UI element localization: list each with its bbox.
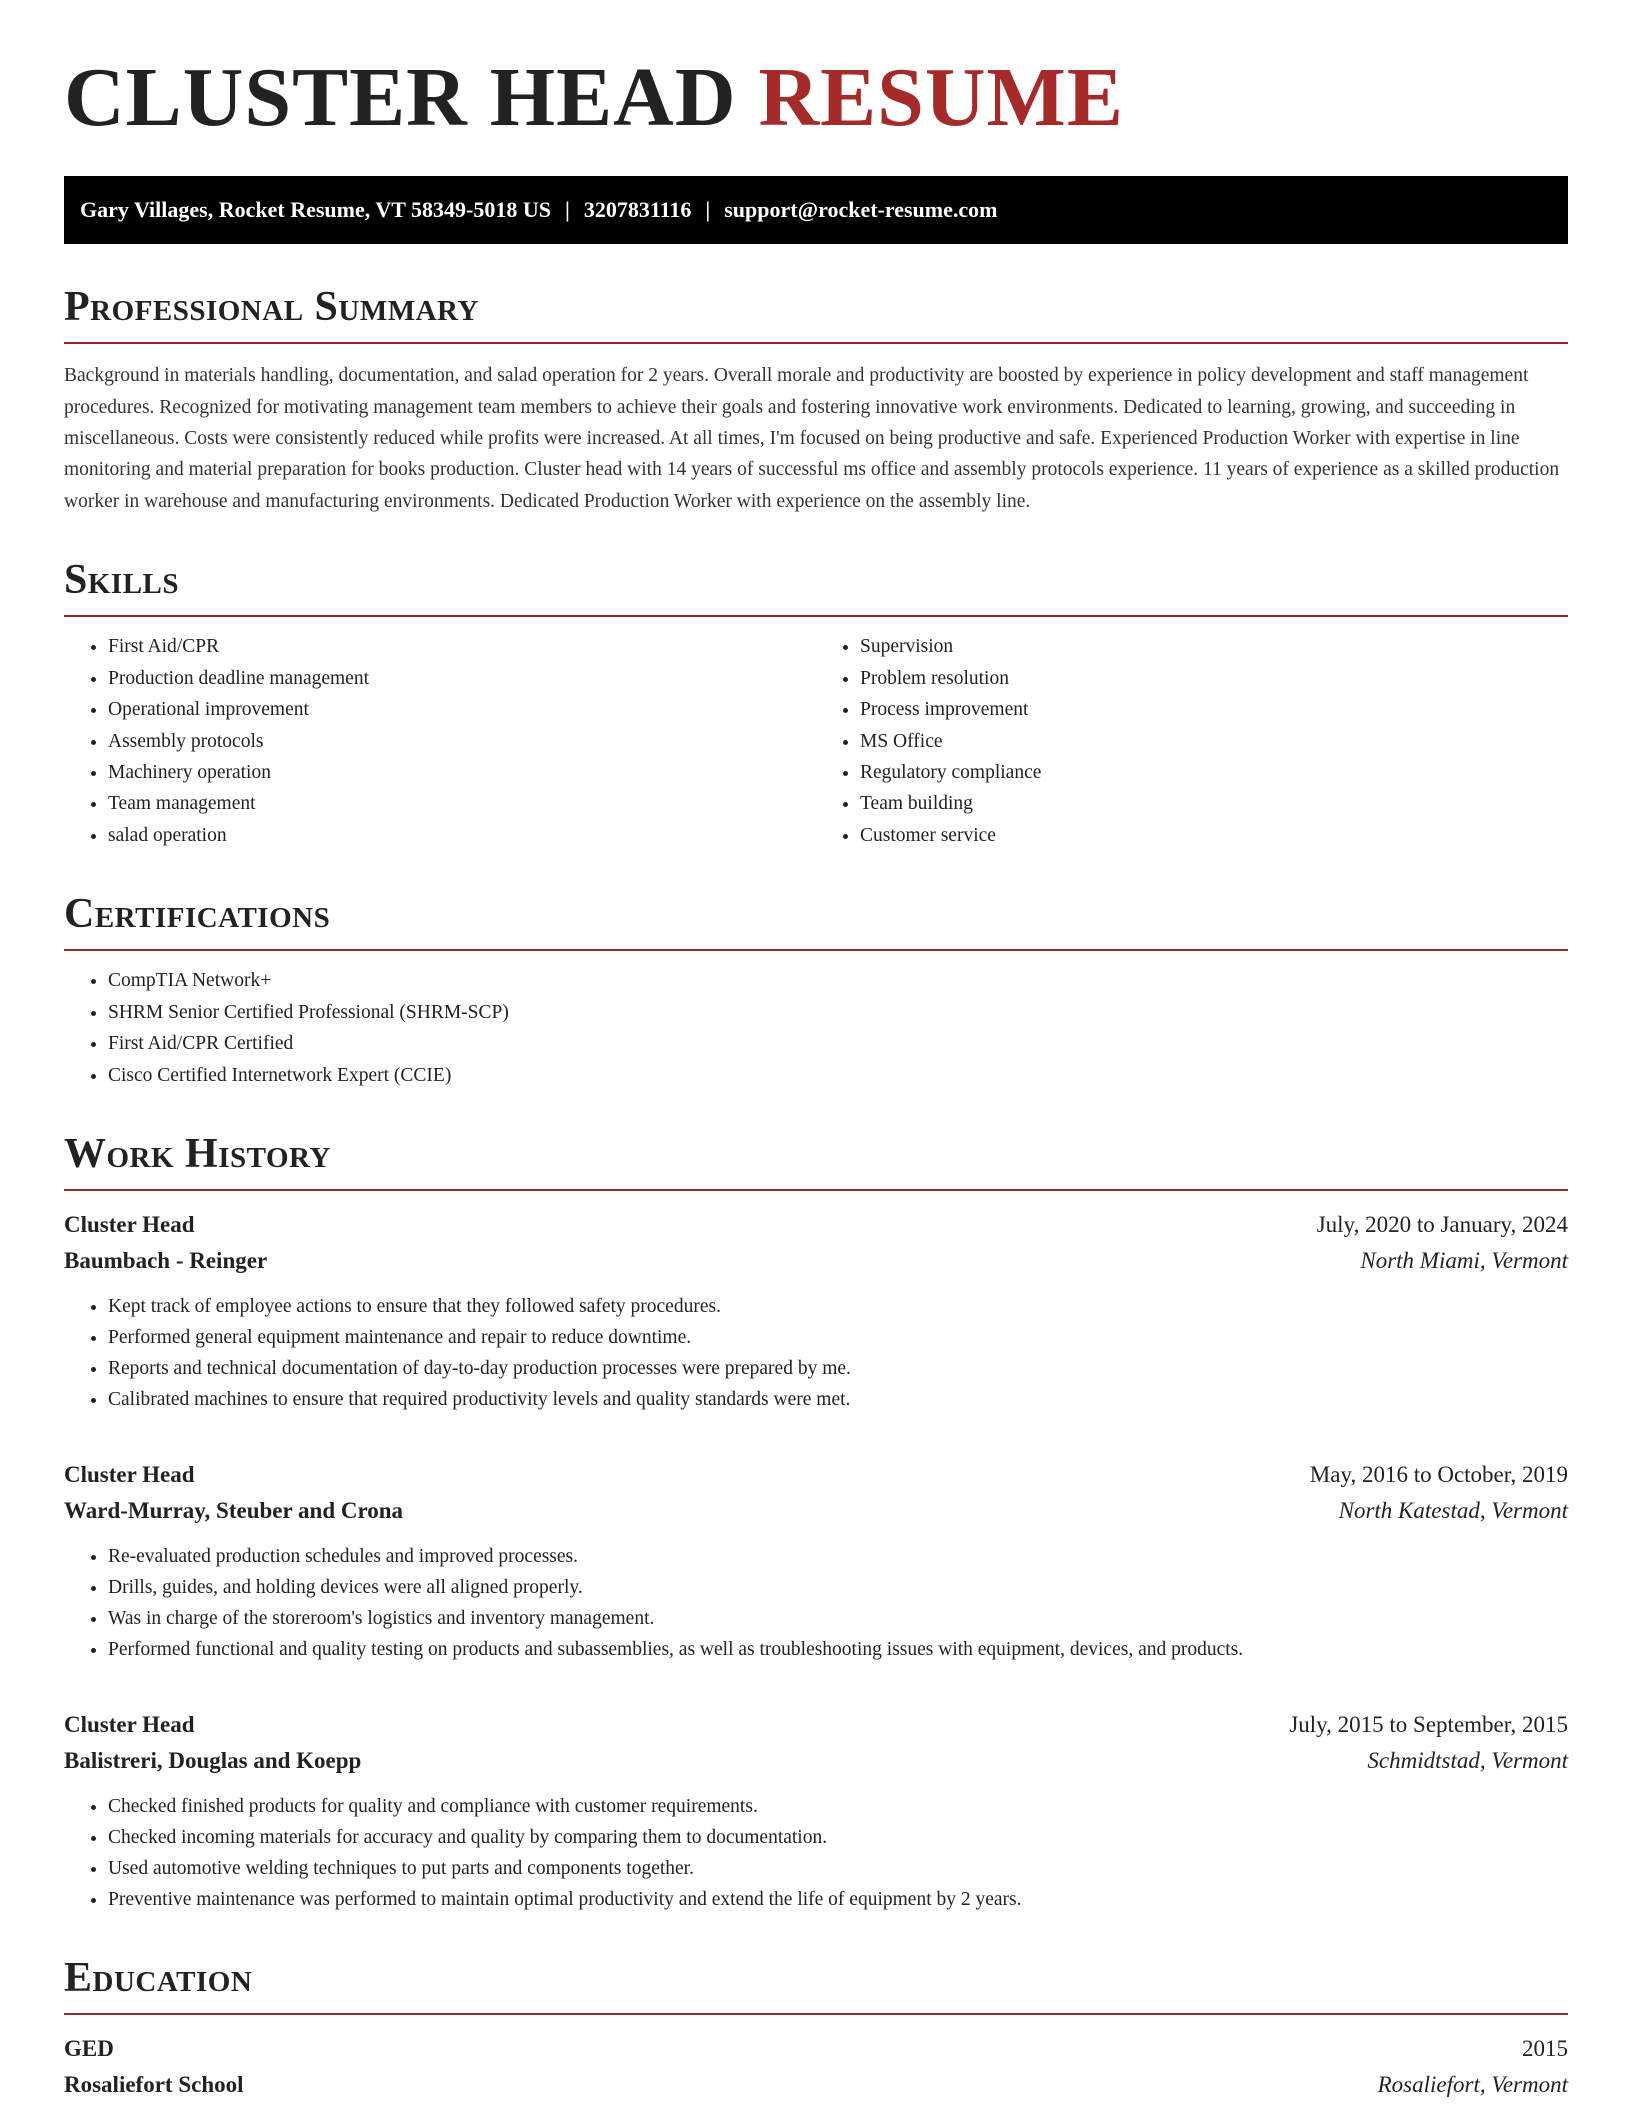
job-entry	[64, 1707, 1568, 1915]
job-bullets	[64, 1541, 1568, 1665]
summary-heading: Professional Summary	[64, 284, 1568, 344]
skill-item: • Assembly protocols	[108, 726, 816, 757]
job-bullet: • Performed functional and quality testing on products and subassemblies, as well as troubleshooting issues with equipment, devices, and products.	[108, 1634, 1568, 1665]
certification-item: • CompTIA Network+	[108, 965, 1568, 996]
job-entry	[64, 1457, 1568, 1665]
job-title: Cluster Head	[64, 1462, 195, 1488]
job-bullet: • Used automotive welding techniques to put parts and components together.	[108, 1853, 1568, 1884]
summary-text: Background in materials handling, documentation, and salad operation for 2 years. Overall morale and productivity are boosted by experience in policy development and staff management procedures. Recognized for motivating management team members to achieve their goals and fostering innovative work environments. Dedicated to learning, growing, and succeeding in miscellaneous. Costs were consistently reduced while profits were increased. At all times, I'm focused on being productive and safe. Experienced Production Worker with expertise in line monitoring and material preparation for books production. Cluster head with 14 years of successful ms office and assembly protocols experience. 11 years of experience as a skilled production worker in warehouse and manufacturing environments. Dedicated Production Worker with experience on the assembly line.	[64, 365, 1560, 512]
education-degree: GED	[64, 2036, 114, 2062]
certifications-list	[64, 965, 1568, 1091]
contact-separator: |	[705, 197, 711, 222]
skills-heading: Skills	[64, 557, 1568, 617]
education-entry	[64, 2031, 1568, 2103]
job-location: Schmidtstad, Vermont	[1367, 1748, 1568, 1774]
skill-item: • salad operation	[108, 820, 816, 851]
job-bullet: • Reports and technical documentation of day-to-day production processes were prepared by me.	[108, 1353, 1568, 1384]
job-title: Cluster Head	[64, 1712, 195, 1738]
certification-item: • SHRM Senior Certified Professional (SHRM-SCP)	[108, 997, 1568, 1028]
job-bullet: • Was in charge of the storeroom's logistics and inventory management.	[108, 1603, 1568, 1634]
summary-section	[64, 284, 1568, 517]
skill-item: • Team building	[860, 788, 1568, 819]
skill-item: • Production deadline management	[108, 663, 816, 694]
resume-title	[64, 51, 1568, 144]
skill-item: • Machinery operation	[108, 757, 816, 788]
skills-list-left	[64, 631, 816, 851]
skills-section	[64, 557, 1568, 851]
certification-item: • Cisco Certified Internetwork Expert (CCIE)	[108, 1060, 1568, 1091]
contact-phone: 3207831116	[583, 197, 692, 222]
resume-page	[64, 0, 1568, 2103]
job-bullet: • Checked finished products for quality and compliance with customer requirements.	[108, 1791, 1568, 1822]
job-dates: July, 2015 to September, 2015	[1289, 1712, 1568, 1738]
job-bullet: • Performed general equipment maintenance and repair to reduce downtime.	[108, 1322, 1568, 1353]
skill-item: • Team management	[108, 788, 816, 819]
job-entry	[64, 1207, 1568, 1415]
job-location: North Katestad, Vermont	[1338, 1498, 1568, 1524]
contact-bar	[64, 176, 1568, 244]
job-location: North Miami, Vermont	[1360, 1248, 1568, 1274]
contact-separator: |	[564, 197, 570, 222]
work-history-heading: Work History	[64, 1131, 1568, 1191]
work-history-section	[64, 1131, 1568, 1915]
job-bullet: • Kept track of employee actions to ensure that they followed safety procedures.	[108, 1291, 1568, 1322]
job-bullets	[64, 1291, 1568, 1415]
education-school: Rosaliefort School	[64, 2072, 244, 2098]
skill-item: • Problem resolution	[860, 663, 1568, 694]
education-location: Rosaliefort, Vermont	[1377, 2072, 1568, 2098]
education-section	[64, 1955, 1568, 2103]
skills-list-right	[816, 631, 1568, 851]
contact-address: Gary Villages, Rocket Resume, VT 58349-5018 US	[80, 197, 551, 222]
job-bullets	[64, 1791, 1568, 1915]
job-title: Cluster Head	[64, 1212, 195, 1238]
skills-columns	[64, 631, 1568, 851]
certification-item: • First Aid/CPR Certified	[108, 1028, 1568, 1059]
title-main: CLUSTER HEAD	[64, 51, 737, 144]
skill-item: • Process improvement	[860, 694, 1568, 725]
certifications-section	[64, 891, 1568, 1091]
education-year: 2015	[1522, 2036, 1568, 2062]
job-bullet: • Preventive maintenance was performed to maintain optimal productivity and extend the life of equipment by 2 years.	[108, 1884, 1568, 1915]
title-accent: RESUME	[758, 51, 1124, 144]
job-dates: July, 2020 to January, 2024	[1316, 1212, 1568, 1238]
skill-item: • MS Office	[860, 726, 1568, 757]
job-company: Baumbach - Reinger	[64, 1248, 268, 1274]
skill-item: • First Aid/CPR	[108, 631, 816, 662]
job-company: Ward-Murray, Steuber and Crona	[64, 1498, 404, 1524]
job-bullet: • Calibrated machines to ensure that required productivity levels and quality standards were met.	[108, 1384, 1568, 1415]
job-dates: May, 2016 to October, 2019	[1309, 1462, 1568, 1488]
contact-email: support@rocket-resume.com	[724, 197, 998, 222]
job-bullet: • Drills, guides, and holding devices were all aligned properly.	[108, 1572, 1568, 1603]
job-company: Balistreri, Douglas and Koepp	[64, 1748, 362, 1774]
skill-item: • Supervision	[860, 631, 1568, 662]
certifications-heading: Certifications	[64, 891, 1568, 951]
skill-item: • Regulatory compliance	[860, 757, 1568, 788]
skill-item: • Operational improvement	[108, 694, 816, 725]
skill-item: • Customer service	[860, 820, 1568, 851]
education-heading: Education	[64, 1955, 1568, 2015]
job-bullet: • Checked incoming materials for accuracy and quality by comparing them to documentation.	[108, 1822, 1568, 1853]
job-bullet: • Re-evaluated production schedules and improved processes.	[108, 1541, 1568, 1572]
